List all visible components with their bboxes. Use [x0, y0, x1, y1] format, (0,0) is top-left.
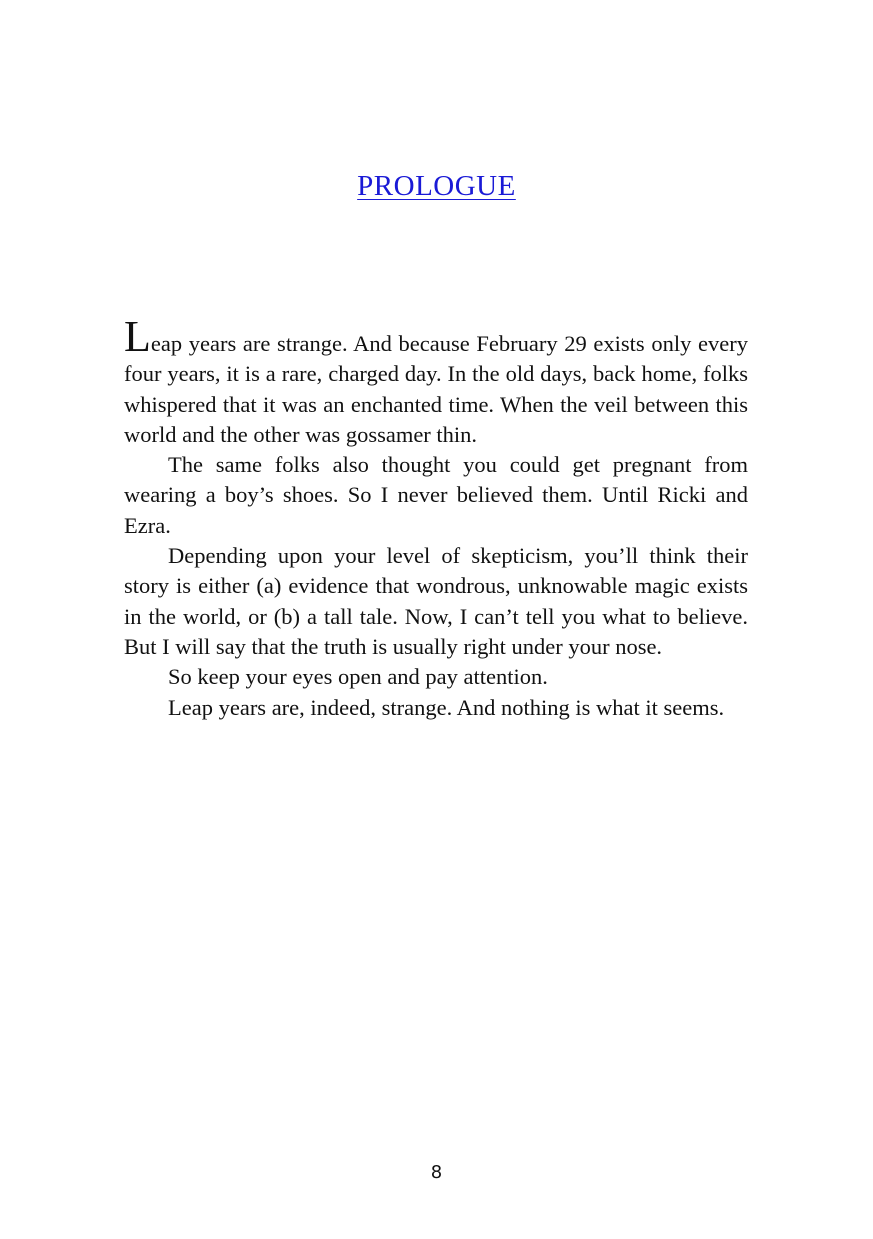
paragraph-1-text: eap years are strange. And because February 29 exists only every four years, it is a rare, charged day. In the old days, back home, folks whispered that it was an enchanted time. When the veil between this world and the other was gossamer thin. [124, 331, 748, 447]
drop-cap: L [124, 312, 151, 361]
paragraph-1 [124, 312, 748, 450]
paragraph-5: Leap years are, indeed, strange. And nothing is what it seems. [168, 694, 725, 720]
page-number: 8 [430, 1162, 443, 1183]
paragraph-3: Depending upon your level of skepticism, you’ll think their story is either (a) evidence that wondrous, unknowable magic exists in the world, or (b) a tall tale. Now, I can’t tell you what to believe. But I will say that the truth is usually right under your nose. [124, 543, 748, 659]
chapter-body [124, 312, 748, 723]
paragraph-2: The same folks also thought you could get pregnant from wearing a boy’s shoes. So I never believed them. Until Ricki and Ezra. [124, 452, 748, 538]
chapter-title-link[interactable]: PROLOGUE [357, 170, 516, 202]
chapter-heading [0, 170, 873, 203]
paragraph-4: So keep your eyes open and pay attention. [168, 664, 548, 690]
